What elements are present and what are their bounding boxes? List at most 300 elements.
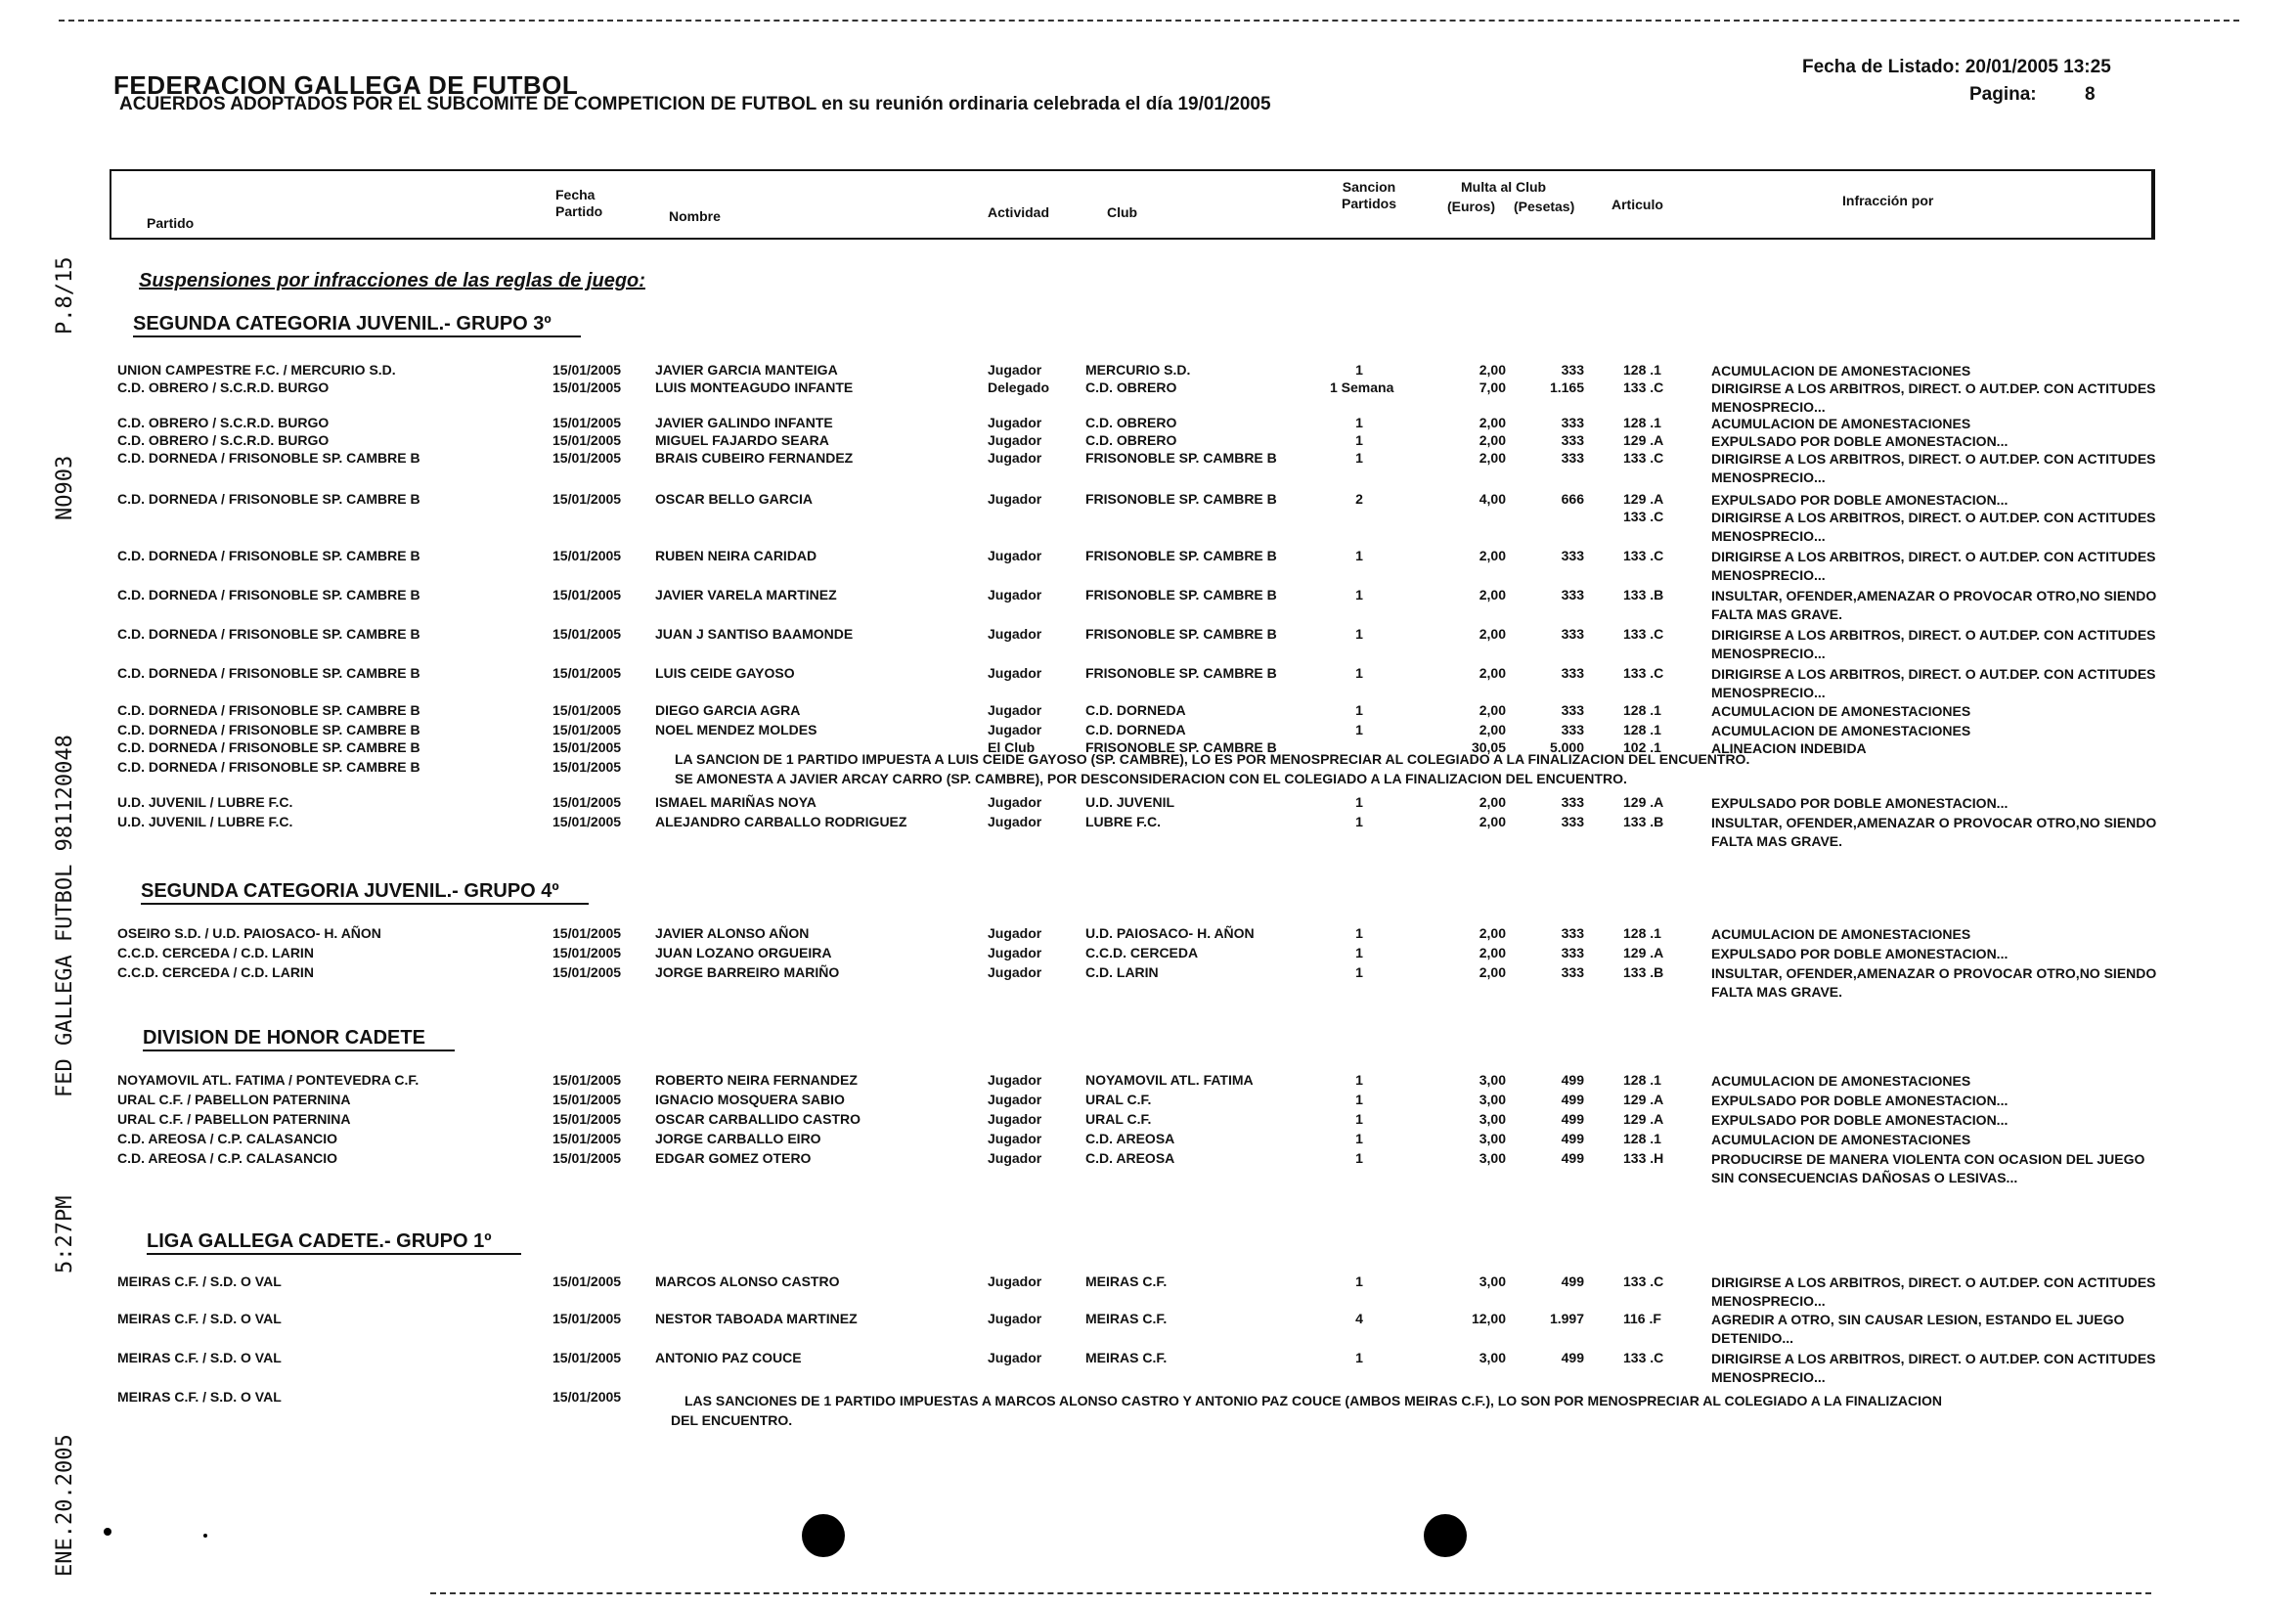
date-cell: 15/01/2005 [552,702,622,718]
date-cell: 15/01/2005 [552,548,622,563]
name-cell: JAVIER GALINDO INFANTE [655,415,833,430]
table-row [0,450,2296,485]
euros-cell: 2,00 [1479,665,1506,681]
col-articulo: Articulo [1612,197,1663,212]
name-cell: RUBEN NEIRA CARIDAD [655,548,817,563]
pesetas-cell: 333 [1561,722,1584,737]
club-cell: FRISONOBLE SP. CAMBRE B [1085,450,1277,466]
euros-cell: 2,00 [1479,722,1506,737]
sanction-cell: 1 [1355,722,1363,737]
club-cell: FRISONOBLE SP. CAMBRE B [1085,491,1277,507]
club-cell: U.D. JUVENIL [1085,794,1175,810]
sanction-cell: 1 [1355,548,1363,563]
col-euros: (Euros) [1447,199,1495,214]
activity-cell: Jugador [988,1072,1042,1088]
infraction-cell: ACUMULACION DE AMONESTACIONES [1711,703,1971,719]
infraction-cell: EXPULSADO POR DOBLE AMONESTACION... [1711,492,2009,508]
infraction-cell: INSULTAR, OFENDER,AMENAZAR O PROVOCAR OTRO,NO SIENDO FALTA MAS GRAVE. [1711,588,2157,622]
match-cell: C.D. DORNEDA / FRISONOBLE SP. CAMBRE B [117,722,420,737]
club-cell: C.C.D. CERCEDA [1085,945,1199,960]
name-cell: ANTONIO PAZ COUCE [655,1350,802,1365]
table-row [0,626,2296,661]
match-cell: URAL C.F. / PABELLON PATERNINA [117,1111,351,1127]
euros-cell: 2,00 [1479,450,1506,466]
activity-cell: Jugador [988,432,1042,448]
table-row [0,665,2296,700]
date-cell: 15/01/2005 [552,1150,622,1166]
date-cell: 15/01/2005 [552,1273,622,1289]
match-cell: MEIRAS C.F. / S.D. O VAL [117,1389,282,1405]
article-cell: 128 .1 [1623,722,1661,737]
activity-cell: Jugador [988,548,1042,563]
infraction-cell: DIRIGIRSE A LOS ARBITROS, DIRECT. O AUT.DEP. CON ACTITUDES MENOSPRECIO... [1711,451,2156,485]
pesetas-cell: 333 [1561,415,1584,430]
match-cell: URAL C.F. / PABELLON PATERNINA [117,1092,351,1107]
match-cell: UNION CAMPESTRE F.C. / MERCURIO S.D. [117,362,396,378]
name-cell: JUAN LOZANO ORGUEIRA [655,945,832,960]
club-cell: FRISONOBLE SP. CAMBRE B [1085,548,1277,563]
activity-cell: Jugador [988,626,1042,642]
document-subtitle: ACUERDOS ADOPTADOS POR EL SUBCOMITE DE COMPETICION DE FUTBOL en su reunión ordinaria celebrada el día 19/01/2005 [119,94,1271,114]
euros-cell: 2,00 [1479,362,1506,378]
infraction-cell: ACUMULACION DE AMONESTACIONES [1711,723,1971,738]
match-cell: MEIRAS C.F. / S.D. O VAL [117,1311,282,1326]
club-cell: C.D. DORNEDA [1085,722,1186,737]
pagina-label: Pagina: [1969,84,2037,105]
activity-cell: Jugador [988,1350,1042,1365]
pesetas-cell: 333 [1561,964,1584,980]
euros-cell: 2,00 [1479,432,1506,448]
fax-number: NO903 [53,455,77,520]
article-cell: 128 .1 [1623,362,1661,378]
name-cell: OSCAR BELLO GARCIA [655,491,813,507]
pagina-number: 8 [2085,84,2096,105]
euros-cell: 3,00 [1479,1131,1506,1146]
article-cell: 128 .1 [1623,702,1661,718]
sanction-cell: 1 [1355,794,1363,810]
club-cell: MERCURIO S.D. [1085,362,1191,378]
table-row [0,491,2296,511]
pesetas-cell: 499 [1561,1273,1584,1289]
table-row [0,380,2296,415]
pesetas-cell: 1.997 [1549,1311,1584,1326]
activity-cell: Jugador [988,587,1042,603]
euros-cell: 3,00 [1479,1350,1506,1365]
euros-cell: 3,00 [1479,1150,1506,1166]
activity-cell: Jugador [988,1273,1042,1289]
pesetas-cell: 333 [1561,587,1584,603]
name-cell: ISMAEL MARIÑAS NOYA [655,794,817,810]
club-cell: URAL C.F. [1085,1111,1152,1127]
col-actividad: Actividad [988,204,1050,220]
date-cell: 15/01/2005 [552,1311,622,1326]
name-cell: OSCAR CARBALLIDO CASTRO [655,1111,861,1127]
infraction-cell: DIRIGIRSE A LOS ARBITROS, DIRECT. O AUT.DEP. CON ACTITUDES MENOSPRECIO... [1711,549,2156,583]
date-cell: 15/01/2005 [552,794,622,810]
euros-cell: 2,00 [1479,964,1506,980]
match-cell: C.D. DORNEDA / FRISONOBLE SP. CAMBRE B [117,491,420,507]
pesetas-cell: 5.000 [1549,739,1584,755]
name-cell: LUIS CEIDE GAYOSO [655,665,795,681]
table-row [0,1092,2296,1111]
pesetas-cell: 333 [1561,925,1584,941]
date-cell: 15/01/2005 [552,587,622,603]
euros-cell: 3,00 [1479,1273,1506,1289]
table-row [0,1150,2296,1185]
table-row [0,432,2296,452]
match-cell: C.D. DORNEDA / FRISONOBLE SP. CAMBRE B [117,665,420,681]
sanction-cell: 1 [1355,415,1363,430]
pesetas-cell: 333 [1561,432,1584,448]
club-cell: FRISONOBLE SP. CAMBRE B [1085,739,1277,755]
scan-speck [203,1534,207,1538]
activity-cell: El Club [988,739,1036,755]
euros-cell: 2,00 [1479,945,1506,960]
infraction-cell: INSULTAR, OFENDER,AMENAZAR O PROVOCAR OTRO,NO SIENDO FALTA MAS GRAVE. [1711,965,2157,1000]
infraction-cell: DIRIGIRSE A LOS ARBITROS, DIRECT. O AUT.DEP. CON ACTITUDES MENOSPRECIO... [1711,1274,2156,1309]
group-title: LIGA GALLEGA CADETE.- GRUPO 1º [147,1230,521,1255]
match-cell: C.D. OBRERO / S.C.R.D. BURGO [117,380,330,395]
top-scan-edge [59,20,2239,22]
club-cell: C.D. OBRERO [1085,415,1177,430]
name-cell: LUIS MONTEAGUDO INFANTE [655,380,854,395]
date-cell: 15/01/2005 [552,814,622,829]
pesetas-cell: 333 [1561,626,1584,642]
article-cell: 133 .C [1623,548,1664,563]
table-row [0,1311,2296,1346]
club-cell: NOYAMOVIL ATL. FATIMA [1085,1072,1254,1088]
euros-cell: 12,00 [1471,1311,1506,1326]
pesetas-cell: 666 [1561,491,1584,507]
club-cell: U.D. PAIOSACO- H. AÑON [1085,925,1255,941]
group-note: SE AMONESTA A JAVIER ARCAY CARRO (SP. CAMBRE), POR DESCONSIDERACION CON EL COLEGIADO A LA FINALIZACION DEL ENCUENTRO. [675,771,1627,786]
match-cell: C.D. DORNEDA / FRISONOBLE SP. CAMBRE B [117,759,420,775]
name-cell: JORGE CARBALLO EIRO [655,1131,821,1146]
club-cell: C.D. AREOSA [1085,1150,1175,1166]
table-row [0,722,2296,741]
match-cell: MEIRAS C.F. / S.D. O VAL [117,1350,282,1365]
name-cell: JORGE BARREIRO MARIÑO [655,964,840,980]
euros-cell: 2,00 [1479,794,1506,810]
infraction-cell: ACUMULACION DE AMONESTACIONES [1711,416,1971,431]
sanction-cell: 1 [1355,1092,1363,1107]
name-cell: MARCOS ALONSO CASTRO [655,1273,840,1289]
date-cell: 15/01/2005 [552,491,622,507]
group-title: SEGUNDA CATEGORIA JUVENIL.- GRUPO 4º [141,880,589,905]
article-cell: 133 .B [1623,814,1664,829]
infraction-cell: AGREDIR A OTRO, SIN CAUSAR LESION, ESTANDO EL JUEGO DETENIDO... [1711,1312,2125,1346]
activity-cell: Jugador [988,362,1042,378]
article-cell: 133 .C [1623,1273,1664,1289]
sanction-cell: 1 [1355,814,1363,829]
euros-cell: 2,00 [1479,548,1506,563]
club-cell: MEIRAS C.F. [1085,1350,1168,1365]
article-cell: 116 .F [1623,1311,1661,1326]
pesetas-cell: 499 [1561,1350,1584,1365]
club-cell: C.D. OBRERO [1085,380,1177,395]
infraction-cell: DIRIGIRSE A LOS ARBITROS, DIRECT. O AUT.DEP. CON ACTITUDES MENOSPRECIO... [1711,666,2156,700]
club-cell: URAL C.F. [1085,1092,1152,1107]
fax-time: 5:27PM [53,1195,77,1273]
infraction-cell: DIRIGIRSE A LOS ARBITROS, DIRECT. O AUT.DEP. CON ACTITUDES MENOSPRECIO... [1711,627,2156,661]
section-title: Suspensiones por infracciones de las reglas de juego: [139,270,645,291]
euros-cell: 2,00 [1479,415,1506,430]
pesetas-cell: 333 [1561,362,1584,378]
name-cell: ALEJANDRO CARBALLO RODRIGUEZ [655,814,907,829]
article-cell: 133 .B [1623,964,1664,980]
activity-cell: Jugador [988,665,1042,681]
table-row [0,945,2296,964]
match-cell: C.D. AREOSA / C.P. CALASANCIO [117,1131,338,1146]
sanction-cell: 1 [1355,925,1363,941]
sanction-cell: 1 [1355,702,1363,718]
table-row [0,925,2296,945]
group-note: LAS SANCIONES DE 1 PARTIDO IMPUESTAS A MARCOS ALONSO CASTRO Y ANTONIO PAZ COUCE (AMBOS MEIRAS C.F.), LO SON POR MENOSPRECIAR AL COLEGIADO A LA FINALIZACION [684,1393,1942,1408]
club-cell: C.D. AREOSA [1085,1131,1175,1146]
article-cell: 129 .A [1623,1111,1664,1127]
euros-cell: 7,00 [1479,380,1506,395]
sanction-cell: 1 [1355,626,1363,642]
date-cell: 15/01/2005 [552,432,622,448]
pesetas-cell: 333 [1561,945,1584,960]
article-cell: 128 .1 [1623,925,1661,941]
activity-cell: Jugador [988,450,1042,466]
infraction-cell: DIRIGIRSE A LOS ARBITROS, DIRECT. O AUT.DEP. CON ACTITUDES MENOSPRECIO... [1711,510,2156,544]
sanction-cell: 1 [1355,1131,1363,1146]
match-cell: C.D. DORNEDA / FRISONOBLE SP. CAMBRE B [117,587,420,603]
article-cell: 133 .C [1623,1350,1664,1365]
infraction-cell: ACUMULACION DE AMONESTACIONES [1711,363,1971,379]
name-cell: BRAIS CUBEIRO FERNANDEZ [655,450,854,466]
article-cell: 129 .A [1623,794,1664,810]
group-note: DEL ENCUENTRO. [671,1412,793,1428]
infraction-cell: PRODUCIRSE DE MANERA VIOLENTA CON OCASION DEL JUEGO SIN CONSECUENCIAS DAÑOSAS O LESIVAS... [1711,1151,2145,1185]
article-cell: 129 .A [1623,491,1664,507]
club-cell: FRISONOBLE SP. CAMBRE B [1085,587,1277,603]
infraction-cell: INSULTAR, OFENDER,AMENAZAR O PROVOCAR OTRO,NO SIENDO FALTA MAS GRAVE. [1711,815,2157,849]
sanction-cell: 1 [1355,432,1363,448]
table-row [0,814,2296,849]
club-cell: C.D. OBRERO [1085,432,1177,448]
fax-sender: FED GALLEGA FUTBOL 981120048 [53,735,77,1097]
article-cell: 128 .1 [1623,1072,1661,1088]
date-cell: 15/01/2005 [552,945,622,960]
article-cell: 133 .H [1623,1150,1664,1166]
table-row [0,1072,2296,1092]
name-cell: JAVIER VARELA MARTINEZ [655,587,837,603]
infraction-cell: EXPULSADO POR DOBLE AMONESTACION... [1711,1093,2009,1108]
infraction-cell: ACUMULACION DE AMONESTACIONES [1711,1132,1971,1147]
punch-hole [802,1514,845,1557]
sanction-cell: 1 [1355,362,1363,378]
euros-cell: 2,00 [1479,702,1506,718]
fecha-listado: Fecha de Listado: 20/01/2005 13:25 [1802,57,2111,77]
euros-cell: 3,00 [1479,1092,1506,1107]
match-cell: C.C.D. CERCEDA / C.D. LARIN [117,945,314,960]
euros-cell: 2,00 [1479,814,1506,829]
col-nombre: Nombre [669,208,721,224]
pesetas-cell: 333 [1561,665,1584,681]
group-title: DIVISION DE HONOR CADETE [143,1027,455,1051]
col-pesetas: (Pesetas) [1514,199,1575,214]
match-cell: C.D. DORNEDA / FRISONOBLE SP. CAMBRE B [117,450,420,466]
activity-cell: Jugador [988,945,1042,960]
match-cell: C.D. DORNEDA / FRISONOBLE SP. CAMBRE B [117,739,420,755]
activity-cell: Jugador [988,415,1042,430]
article-cell: 102 .1 [1623,739,1661,755]
date-cell: 15/01/2005 [552,1072,622,1088]
name-cell: JAVIER ALONSO AÑON [655,925,810,941]
infraction-cell: EXPULSADO POR DOBLE AMONESTACION... [1711,433,2009,449]
match-cell: C.D. OBRERO / S.C.R.D. BURGO [117,432,330,448]
scan-speck [104,1528,111,1536]
name-cell: IGNACIO MOSQUERA SABIO [655,1092,845,1107]
pesetas-cell: 333 [1561,702,1584,718]
table-row [0,964,2296,1000]
pesetas-cell: 333 [1561,450,1584,466]
euros-cell: 4,00 [1479,491,1506,507]
date-cell: 15/01/2005 [552,380,622,395]
activity-cell: Jugador [988,491,1042,507]
article-cell: 133 .B [1623,587,1664,603]
pesetas-cell: 499 [1561,1111,1584,1127]
match-cell: U.D. JUVENIL / LUBRE F.C. [117,814,293,829]
name-cell: MIGUEL FAJARDO SEARA [655,432,829,448]
club-cell: LUBRE F.C. [1085,814,1161,829]
article-cell: 128 .1 [1623,1131,1661,1146]
infraction-cell: EXPULSADO POR DOBLE AMONESTACION... [1711,795,2009,811]
group-note: LA SANCION DE 1 PARTIDO IMPUESTA A LUIS CEIDE GAYOSO (SP. CAMBRE), LO ES POR MENOSPRECIAR AL COLEGIADO A LA FINALIZACION DEL ENCUENTRO. [675,751,1750,767]
group-title: SEGUNDA CATEGORIA JUVENIL.- GRUPO 3º [133,313,581,337]
sanction-cell: 1 [1355,1111,1363,1127]
sanction-cell: 2 [1355,491,1363,507]
name-cell: EDGAR GOMEZ OTERO [655,1150,812,1166]
euros-cell: 3,00 [1479,1072,1506,1088]
activity-cell: Jugador [988,964,1042,980]
club-cell: FRISONOBLE SP. CAMBRE B [1085,665,1277,681]
infraction-cell: EXPULSADO POR DOBLE AMONESTACION... [1711,1112,2009,1128]
pesetas-cell: 333 [1561,814,1584,829]
infraction-cell: DIRIGIRSE A LOS ARBITROS, DIRECT. O AUT.DEP. CON ACTITUDES MENOSPRECIO... [1711,380,2156,415]
table-row [0,1131,2296,1150]
pesetas-cell: 333 [1561,794,1584,810]
table-row [0,702,2296,722]
table-row [0,1273,2296,1309]
name-cell: JUAN J SANTISO BAAMONDE [655,626,854,642]
infraction-cell: ACUMULACION DE AMONESTACIONES [1711,926,1971,942]
match-cell: NOYAMOVIL ATL. FATIMA / PONTEVEDRA C.F. [117,1072,419,1088]
pesetas-cell: 499 [1561,1131,1584,1146]
date-cell: 15/01/2005 [552,964,622,980]
name-cell: ROBERTO NEIRA FERNANDEZ [655,1072,858,1088]
infraction-cell: ACUMULACION DE AMONESTACIONES [1711,1073,1971,1089]
table-row [0,548,2296,583]
article-cell: 128 .1 [1623,415,1661,430]
column-header-box [110,169,2155,240]
match-cell: C.D. AREOSA / C.P. CALASANCIO [117,1150,338,1166]
sanction-cell: 1 [1355,665,1363,681]
date-cell: 15/01/2005 [552,1131,622,1146]
activity-cell: Jugador [988,722,1042,737]
table-row [0,1111,2296,1131]
club-cell: C.D. LARIN [1085,964,1159,980]
date-cell: 15/01/2005 [552,925,622,941]
club-cell: FRISONOBLE SP. CAMBRE B [1085,626,1277,642]
match-cell: C.C.D. CERCEDA / C.D. LARIN [117,964,314,980]
match-cell: C.D. DORNEDA / FRISONOBLE SP. CAMBRE B [117,548,420,563]
date-cell: 15/01/2005 [552,722,622,737]
club-cell: MEIRAS C.F. [1085,1311,1168,1326]
euros-cell: 2,00 [1479,925,1506,941]
sanction-cell: 1 [1355,964,1363,980]
bottom-scan-edge [430,1592,2151,1594]
fax-date: ENE.20.2005 [53,1434,77,1577]
euros-cell: 2,00 [1479,587,1506,603]
punch-hole [1424,1514,1467,1557]
article-cell: 129 .A [1623,1092,1664,1107]
match-cell: C.D. DORNEDA / FRISONOBLE SP. CAMBRE B [117,626,420,642]
pesetas-cell: 1.165 [1549,380,1584,395]
table-row [0,1350,2296,1385]
date-cell: 15/01/2005 [552,1111,622,1127]
date-cell: 15/01/2005 [552,362,622,378]
date-cell: 15/01/2005 [552,739,622,755]
table-row [0,415,2296,434]
match-cell: OSEIRO S.D. / U.D. PAIOSACO- H. AÑON [117,925,381,941]
col-club: Club [1107,204,1138,220]
article-cell: 133 .C [1623,450,1664,466]
euros-cell: 3,00 [1479,1111,1506,1127]
match-cell: C.D. DORNEDA / FRISONOBLE SP. CAMBRE B [117,702,420,718]
date-cell: 15/01/2005 [552,1389,622,1405]
table-row [0,362,2296,381]
federation-title: FEDERACION GALLEGA DE FUTBOL [113,70,579,100]
article-cell: 133 .C [1623,509,1664,524]
pesetas-cell: 499 [1561,1150,1584,1166]
sanction-cell: 1 [1355,1150,1363,1166]
infraction-cell: DIRIGIRSE A LOS ARBITROS, DIRECT. O AUT.DEP. CON ACTITUDES MENOSPRECIO... [1711,1351,2156,1385]
sanction-cell: 1 [1355,450,1363,466]
col-fecha-partido: Fecha Partido [555,187,603,219]
infraction-cell: ALINEACION INDEBIDA [1711,740,1867,756]
activity-cell: Delegado [988,380,1050,395]
article-cell: 129 .A [1623,432,1664,448]
match-cell: MEIRAS C.F. / S.D. O VAL [117,1273,282,1289]
col-sancion-partidos: Sancion Partidos [1341,179,1396,211]
fax-page: P.8/15 [53,256,77,335]
table-row [0,587,2296,622]
date-cell: 15/01/2005 [552,1350,622,1365]
pesetas-cell: 333 [1561,548,1584,563]
pesetas-cell: 499 [1561,1092,1584,1107]
article-cell: 133 .C [1623,665,1664,681]
col-multa-club: Multa al Club [1461,179,1547,195]
activity-cell: Jugador [988,1092,1042,1107]
activity-cell: Jugador [988,794,1042,810]
sanction-cell: 1 [1355,1273,1363,1289]
date-cell: 15/01/2005 [552,665,622,681]
sanction-cell: 1 [1355,945,1363,960]
article-cell: 129 .A [1623,945,1664,960]
club-cell: MEIRAS C.F. [1085,1273,1168,1289]
infraction-cell: EXPULSADO POR DOBLE AMONESTACION... [1711,946,2009,961]
name-cell: NOEL MENDEZ MOLDES [655,722,817,737]
club-cell: C.D. DORNEDA [1085,702,1186,718]
article-cell: 133 .C [1623,626,1664,642]
article-cell: 133 .C [1623,380,1664,395]
activity-cell: Jugador [988,702,1042,718]
activity-cell: Jugador [988,1150,1042,1166]
